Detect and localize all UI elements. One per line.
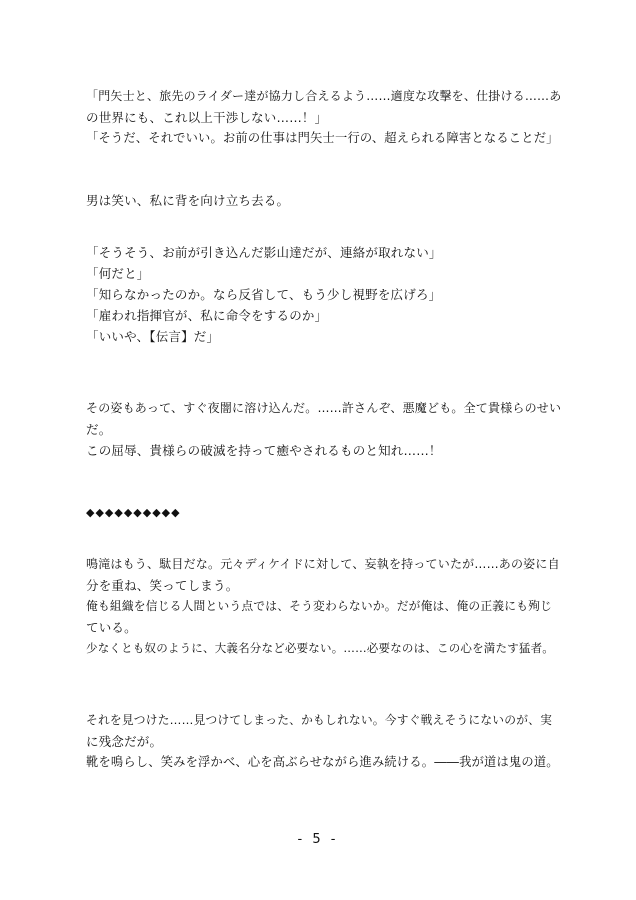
scene-break <box>86 502 561 523</box>
text-line: 「何だと」 <box>86 266 150 281</box>
text-line: 靴を鳴らし、笑みを浮かべ、心を高ぶらせながら進み続ける。――我が道は鬼の道。 <box>86 755 559 769</box>
paragraph-dialogue-1 <box>86 86 561 149</box>
text-line: 「門矢士と、旅先のライダー達が協力し合えるよう……適度な攻撃を、仕掛ける……あ <box>86 89 562 103</box>
page-number: - 5 - <box>297 832 339 847</box>
text-line: に残念だが。 <box>86 734 163 749</box>
text-line: それを見つけた……見つけてしまった、かもしれない。今すぐ戦えそうにないのが、実 <box>86 713 553 727</box>
text-line: 「いいや、【伝言】だ」 <box>86 329 220 344</box>
text-line: 「知らなかったのか。なら反省して、もう少し視野を広げろ」 <box>86 287 442 302</box>
text-line: 少なくとも奴のように、大義名分など必要ない。……必要なのは、この心を満たす猛者。 <box>86 641 554 655</box>
paragraph-narration-1 <box>86 190 561 211</box>
text-line: 「そうだ、それでいい。お前の仕事は門矢士一行の、超えられる障害となることだ」 <box>86 131 559 145</box>
text-line: 俺も組織を信じる人間という点では、そう変わらないか。だが俺は、俺の正義にも殉じ <box>86 599 553 613</box>
text-line: 「そうそう、お前が引き込んだ影山達だが、連絡が取れない」 <box>86 245 442 260</box>
text-line: 「雇われ指揮官が、私に命令をするのか」 <box>86 308 328 323</box>
text-line: 分を重ね、笑ってしまう。 <box>86 578 239 593</box>
paragraph-narration-4 <box>86 710 561 773</box>
text-line: ている。 <box>86 620 137 635</box>
text-line: だ。 <box>86 422 112 437</box>
paragraph-narration-3 <box>86 554 561 659</box>
paragraph-dialogue-2 <box>86 242 561 347</box>
text-line: の世界にも、これ以上干渉しない……！」 <box>86 110 328 125</box>
scene-break-diamonds: ◆◆◆◆◆◆◆◆◆◆ <box>86 506 181 519</box>
text-line: この屈辱、貴様らの破滅を持って癒やされるものと知れ……！ <box>86 443 442 458</box>
text-line: 鳴滝はもう、駄目だな。元々ディケイドに対して、妄執を持っていたが……あの姿に自 <box>86 557 560 571</box>
text-line: 男は笑い、私に背を向け立ち去る。 <box>86 193 290 208</box>
text-line: その姿もあって、すぐ夜闇に溶け込んだ。……許さんぞ、悪魔ども。全て貴様らのせい <box>86 401 562 415</box>
paragraph-narration-2 <box>86 398 561 461</box>
